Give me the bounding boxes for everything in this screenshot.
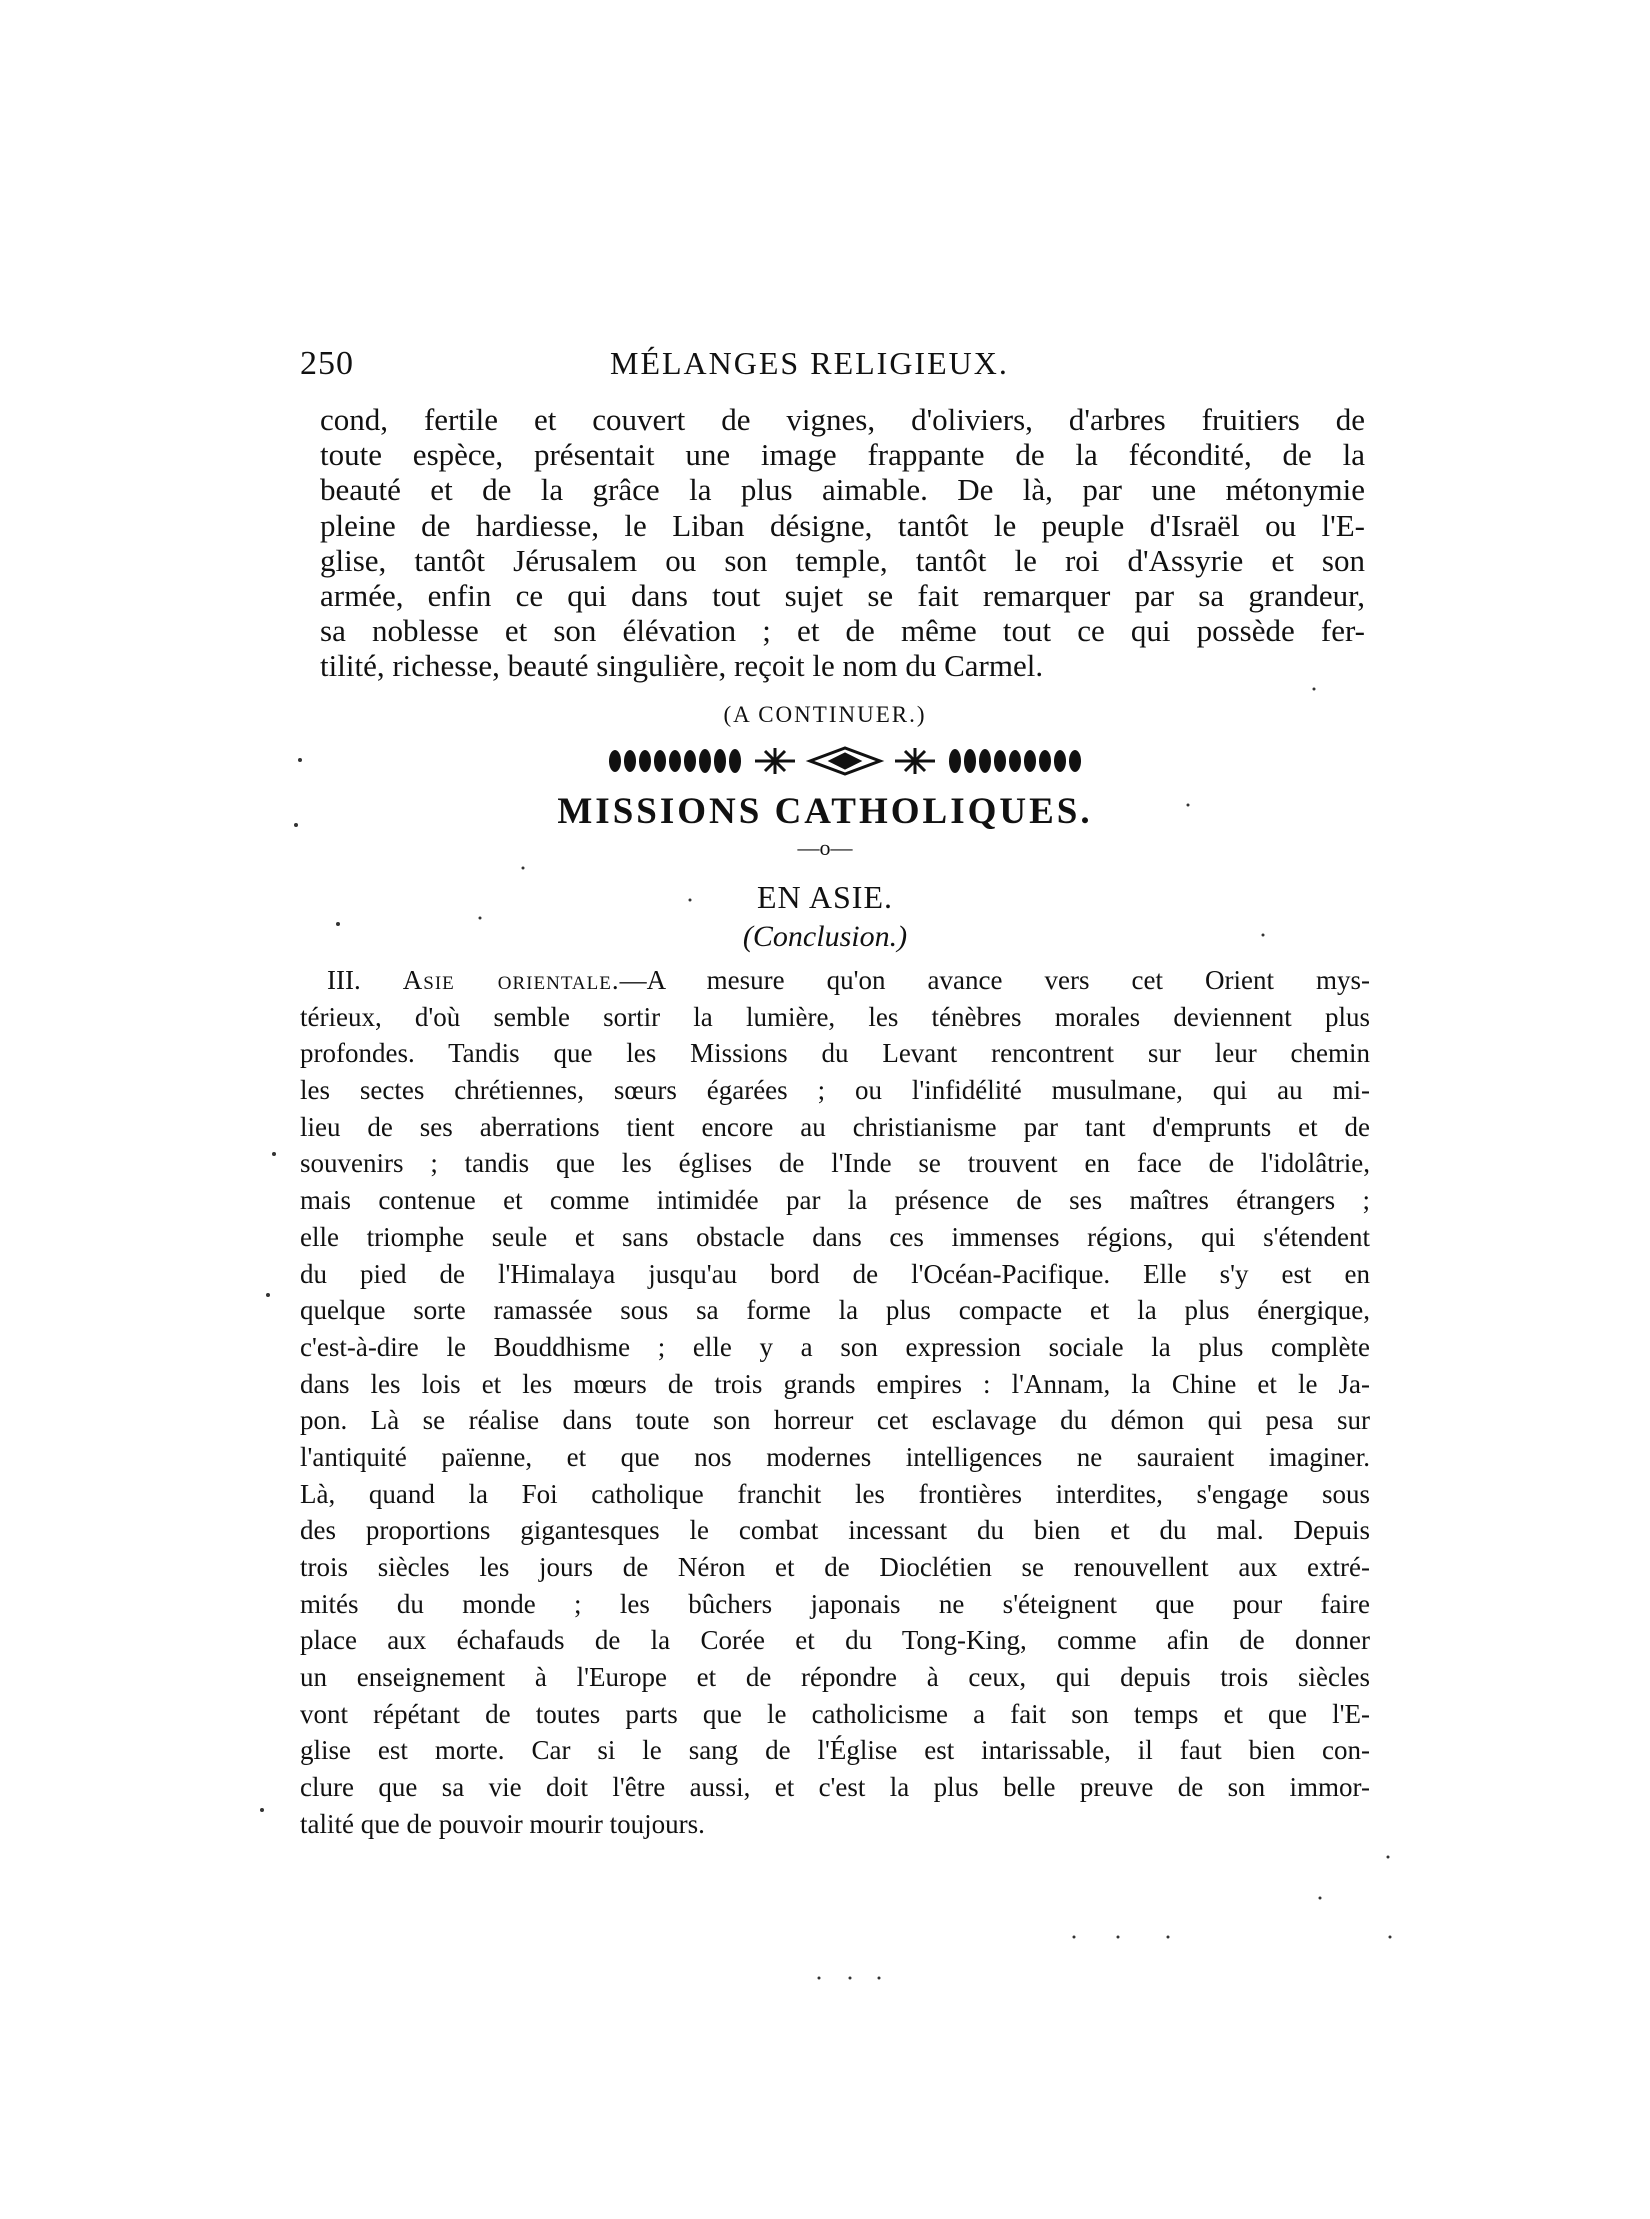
- fleuron-ornament-icon: [605, 742, 1085, 780]
- text-line: profondes. Tandis que les Missions du Levant rencontrent sur leur chemin: [300, 1038, 1370, 1069]
- text-line: tilité, richesse, beauté singulière, reçoit le nom du Carmel.: [320, 648, 1044, 684]
- text-line: trois siècles les jours de Néron et de Dioclétien se renouvellent aux extré-: [300, 1552, 1370, 1582]
- text-line: lieu de ses aberrations tient encore au christianisme par tant d'emprunts et de: [300, 1111, 1370, 1142]
- running-head: MÉLANGES RELIGIEUX.: [610, 345, 1009, 381]
- section-body: [300, 962, 1370, 1843]
- page-number: 250: [300, 345, 354, 382]
- text-line: du pied de l'Himalaya jusqu'au bord de l'Océan-Pacifique. Elle s'y est en: [300, 1258, 1370, 1289]
- lead-heading: Asie orientale.: [402, 965, 620, 995]
- section-note: [0, 920, 1650, 954]
- page-header: [300, 345, 1375, 389]
- lead-number: III.: [327, 965, 361, 995]
- text-line: pleine de hardiesse, le Liban désigne, tantôt le peuple d'Israël ou l'E-: [320, 507, 1365, 543]
- article-ending: [320, 402, 1365, 684]
- text-line: c'est-à-dire le Bouddhisme ; elle y a son expression sociale la plus complète: [300, 1331, 1370, 1362]
- section-rule: —o—: [797, 835, 853, 860]
- text-line: glise est morte. Car si le sang de l'Église est intarissable, il faut bien con-: [300, 1735, 1370, 1766]
- text-line-lead: [300, 962, 1370, 999]
- text-line: mais contenue et comme intimidée par la présence de ses maîtres étrangers ;: [300, 1185, 1370, 1216]
- text-line: place aux échafauds de la Corée et du Tong-King, comme afin de donner: [300, 1625, 1370, 1656]
- section-note-text: (Conclusion.): [742, 920, 908, 953]
- text-line: des proportions gigantesques le combat incessant du bien et du mal. Depuis: [300, 1515, 1370, 1546]
- text-line: —A mesure qu'on avance vers cet Orient mys-: [619, 965, 1370, 995]
- section-subtitle: EN ASIE.: [757, 879, 893, 915]
- text-line: vont répétant de toutes parts que le catholicisme a fait son temps et que l'E-: [300, 1698, 1370, 1729]
- text-line: talité que de pouvoir mourir toujours.: [300, 1808, 705, 1839]
- text-line: sa noblesse et son élévation ; et de même tout ce qui possède fer-: [320, 613, 1365, 649]
- text-line: clure que sa vie doit l'être aussi, et c'est la plus belle preuve de son immor-: [300, 1772, 1370, 1803]
- text-line: Là, quand la Foi catholique franchit les frontières interdites, s'engage sous: [300, 1478, 1370, 1509]
- text-line: mités du monde ; les bûchers japonais ne s'éteignent que pour faire: [300, 1588, 1370, 1619]
- text-line: toute espèce, présentait une image frappante de la fécondité, de la: [320, 437, 1365, 473]
- text-line: glise, tantôt Jérusalem ou son temple, tantôt le roi d'Assyrie et son: [320, 542, 1365, 578]
- text-line: l'antiquité païenne, et que nos modernes intelligences ne sauraient imaginer.: [300, 1441, 1370, 1472]
- text-line: térieux, d'où semble sortir la lumière, les ténèbres morales deviennent plus: [300, 1001, 1370, 1032]
- text-line: les sectes chrétiennes, sœurs égarées ; ou l'infidélité musulmane, qui au mi-: [300, 1075, 1370, 1106]
- text-line: pon. Là se réalise dans toute son horreur cet esclavage du démon qui pesa sur: [300, 1405, 1370, 1436]
- section-title: MISSIONS CATHOLIQUES.: [557, 791, 1093, 832]
- text-line: quelque sorte ramassée sous sa forme la plus compacte et la plus énergique,: [300, 1295, 1370, 1326]
- text-line: elle triomphe seule et sans obstacle dans ces immenses régions, qui s'étendent: [300, 1221, 1370, 1252]
- text-line: souvenirs ; tandis que les églises de l'Inde se trouvent en face de l'idolâtrie,: [300, 1148, 1370, 1179]
- text-line: cond, fertile et couvert de vignes, d'oliviers, d'arbres fruitiers de: [320, 402, 1365, 437]
- continuation-note: (A CONTINUER.): [723, 702, 927, 727]
- text-line: armée, enfin ce qui dans tout sujet se fait remarquer par sa grandeur,: [320, 577, 1365, 613]
- text-line: un enseignement à l'Europe et de répondre à ceux, qui depuis trois siècles: [300, 1662, 1370, 1693]
- text-line: dans les lois et les mœurs de trois grands empires : l'Annam, la Chine et le Ja-: [300, 1368, 1370, 1399]
- text-line: beauté et de la grâce la plus aimable. De là, par une métonymie: [320, 472, 1365, 508]
